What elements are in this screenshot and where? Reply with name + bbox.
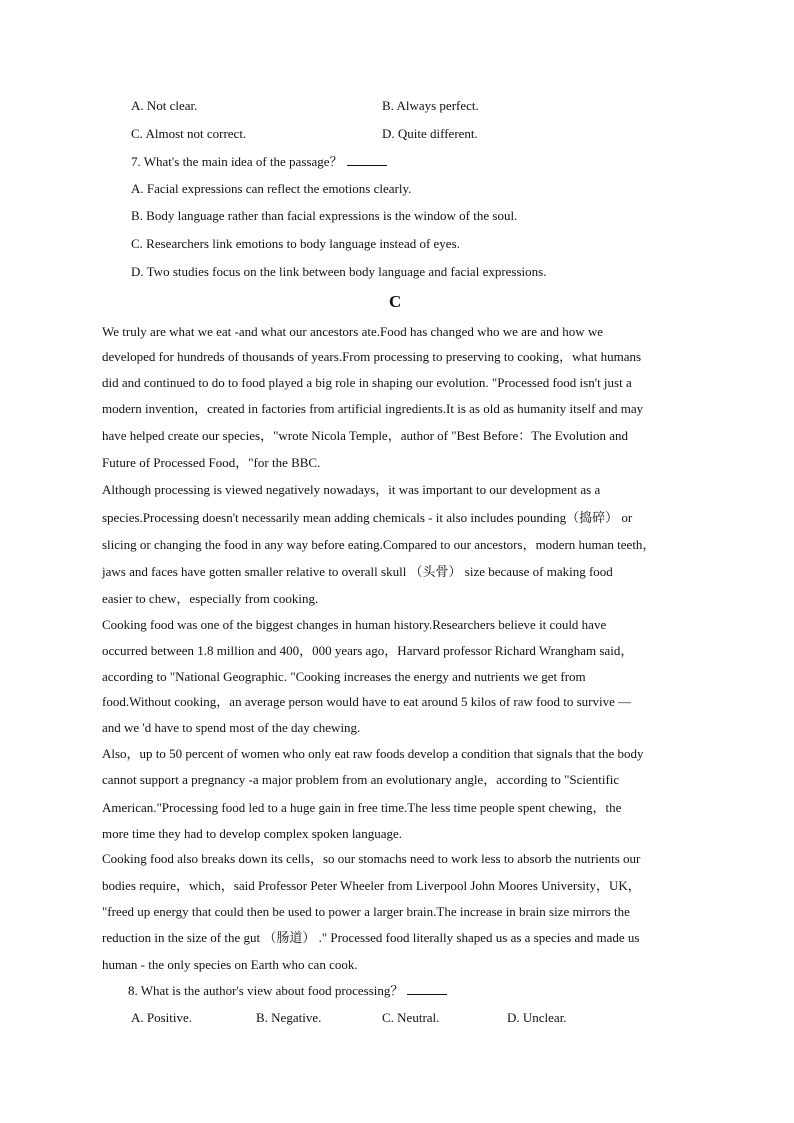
passage-line: "freed up energy that could then be used to power a larger brain.The increase in brain size mirrors the [102,904,630,919]
q7-option-d: D. Two studies focus on the link between body language and facial expressions. [131,264,547,279]
q8-option-d: D. Unclear. [507,1010,567,1025]
q8-option-c: C. Neutral. [382,1010,440,1025]
passage-line: have helped create our species，"wrote Nicola Temple，author of "Best Before：The Evolution and [102,428,629,443]
passage-line: Also，up to 50 percent of women who only eat raw foods develop a condition that signals that the body [102,746,644,761]
q7-option-a: A. Facial expressions can reflect the emotions clearly. [131,181,412,196]
q8-answer-blank[interactable] [407,982,447,995]
passage-line: more time they had to develop complex spoken language. [102,826,402,841]
q8-option-a: A. Positive. [131,1010,193,1025]
passage-line: human - the only species on Earth who can cook. [102,957,358,972]
q6-option-a: A. Not clear. [131,98,198,113]
passage-line: food.Without cooking，an average person would have to eat around 5 kilos of raw food to survive — [102,694,632,709]
passage-line: Cooking food also breaks down its cells，so our stomachs need to work less to absorb the nutrients our [102,851,641,866]
q7-stem: 7. What's the main idea of the passage？ [131,154,343,169]
q6-option-d: D. Quite different. [382,126,478,141]
passage-line: Cooking food was one of the biggest changes in human history.Researchers believe it could have [102,617,607,632]
passage-line: easier to chew，especially from cooking. [102,591,319,606]
passage-line: jaws and faces have gotten smaller relative to overall skull （头骨） size because of making food [102,564,613,579]
q8-stem-line [128,982,447,999]
passage-line: and we 'd have to spend most of the day chewing. [102,720,361,735]
passage-line: Although processing is viewed negatively nowadays，it was important to our development as a [102,482,601,497]
passage-line: cannot support a pregnancy -a major problem from an evolutionary angle，according to "Scientific [102,772,620,787]
passage-line: Future of Processed Food，"for the BBC. [102,455,321,470]
q6-option-c: C. Almost not correct. [131,126,247,141]
passage-line: We truly are what we eat -and what our ancestors ate.Food has changed who we are and how we [102,324,604,339]
q7-stem-line [131,153,387,170]
passage-title: C [389,292,402,311]
passage-line: slicing or changing the food in any way before eating.Compared to our ancestors，modern human teeth， [102,537,656,552]
passage-line: occurred between 1.8 million and 400，000 years ago，Harvard professor Richard Wrangham said， [102,643,634,658]
passage-line: American."Processing food led to a huge gain in free time.The less time people spent chewing，the [102,800,622,815]
q7-option-c: C. Researchers link emotions to body language instead of eyes. [131,236,460,251]
q7-option-b: B. Body language rather than facial expressions is the window of the soul. [131,208,518,223]
q6-option-b: B. Always perfect. [382,98,479,113]
passage-line: species.Processing doesn't necessarily mean adding chemicals - it also includes pounding（捣碎） or [102,510,633,525]
passage-line: did and continued to do to food played a big role in shaping our evolution. "Processed food isn't just a [102,375,632,390]
q8-option-b: B. Negative. [256,1010,322,1025]
passage-line: bodies require，which，said Professor Peter Wheeler from Liverpool John Moores University，UK， [102,878,641,893]
passage-line: reduction in the size of the gut （肠道） ." Processed food literally shaped us as a species and made us [102,930,640,945]
passage-line: modern invention，created in factories from artificial ingredients.It is as old as humanity itself and may [102,401,644,416]
q7-answer-blank[interactable] [347,153,387,166]
passage-line: according to "National Geographic. "Cooking increases the energy and nutrients we get from [102,669,586,684]
passage-line: developed for hundreds of thousands of years.From processing to preserving to cooking，what humans [102,349,642,364]
q8-stem: 8. What is the author's view about food processing？ [128,983,404,998]
